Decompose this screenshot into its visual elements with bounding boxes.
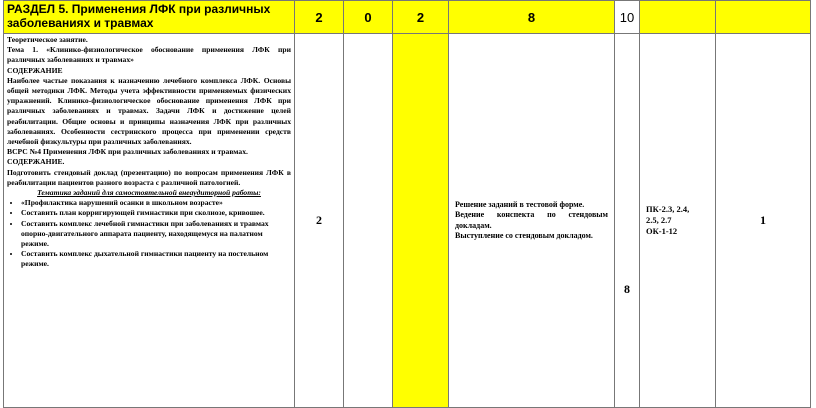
lesson-description [4, 34, 295, 408]
independent-line: Выступление со стендовым докладом. [455, 231, 593, 240]
header-lab: 0 [344, 1, 393, 34]
header-hours-total: 2 [295, 1, 344, 34]
section-header-row [4, 1, 811, 34]
task-list [7, 198, 291, 269]
header-level: 10 [615, 1, 640, 34]
content-label: СОДЕРЖАНИЕ [7, 65, 63, 75]
theory-cell-highlight [393, 34, 449, 408]
task-item: • Составить комплекс лечебной гимнастики при заболеваниях и травмах опорно-двигательного аппарата пациенту, находящемуся на палатном режиме. [21, 219, 291, 250]
task-item: • Составить комплекс дыхательной гимнастики пациенту на постельном режиме. [21, 249, 291, 269]
competence-line: ПК-2.3, 2.4, [646, 204, 690, 214]
content-label-2: СОДЕРЖАНИЕ. [7, 157, 65, 167]
level-value: 1 [716, 34, 811, 408]
independent-line: Решение заданий в тестовой форме. [455, 199, 585, 209]
topic-text: Тема 1. «Клинико-физиологическое обоснование применения ЛФК при различных заболеваниях и травмах» [7, 45, 291, 65]
competence-line: ОК-1-12 [646, 226, 678, 236]
tasks-title: Тематика заданий для самостоятельной внеаудиторной работы: [37, 188, 261, 198]
header-theory: 2 [393, 1, 449, 34]
header-independent: 8 [449, 1, 615, 34]
competence-line: 2.5, 2.7 [646, 215, 672, 225]
header-competences [640, 1, 716, 34]
vsrs-text: ВСРС №4 Применения ЛФК при различных заболеваниях и травмах. [7, 147, 248, 157]
independent-work [449, 34, 615, 408]
task-item: • Составить план корригирующей гимнастики при сколиозе, кривошее. [21, 208, 291, 218]
task-item: • «Профилактика нарушений осанки в школьном возрасте» [21, 198, 291, 208]
independent-line: Ведение конспекта по стендовым докладам. [455, 210, 608, 230]
content-row [4, 34, 811, 408]
competences [640, 34, 716, 408]
header-last [716, 1, 811, 34]
empty-cell [344, 34, 393, 408]
curriculum-table [3, 0, 811, 408]
hours-value: 2 [295, 34, 344, 408]
content-body: Наиболее частые показания к назначению лечебного комплекса ЛФК. Основы общей методики ЛФК. Методы учета эффективности применяемых физических упражнений. Клинико-физиологическое обоснование применения ЛФК при различных заболеваниях и травмах. Задачи ЛФК и достижение целей реабилитации. Общие основы и принципы назначения ЛФК при различных заболеваниях. Особенности сестринского процесса при применении средств лечебной физкультуры при различных заболеваниях. [7, 75, 291, 147]
prepare-text: Подготовить стендовый доклад (презентацию) по вопросам применения ЛФК в реабилитации пациентов разного возраста с различной патологией. [7, 167, 291, 187]
section-title: РАЗДЕЛ 5. Применения ЛФК при различных заболеваниях и травмах [4, 1, 295, 34]
theory-label: Теоретическое занятие. [7, 35, 88, 44]
self-hours-value: 8 [615, 34, 640, 408]
